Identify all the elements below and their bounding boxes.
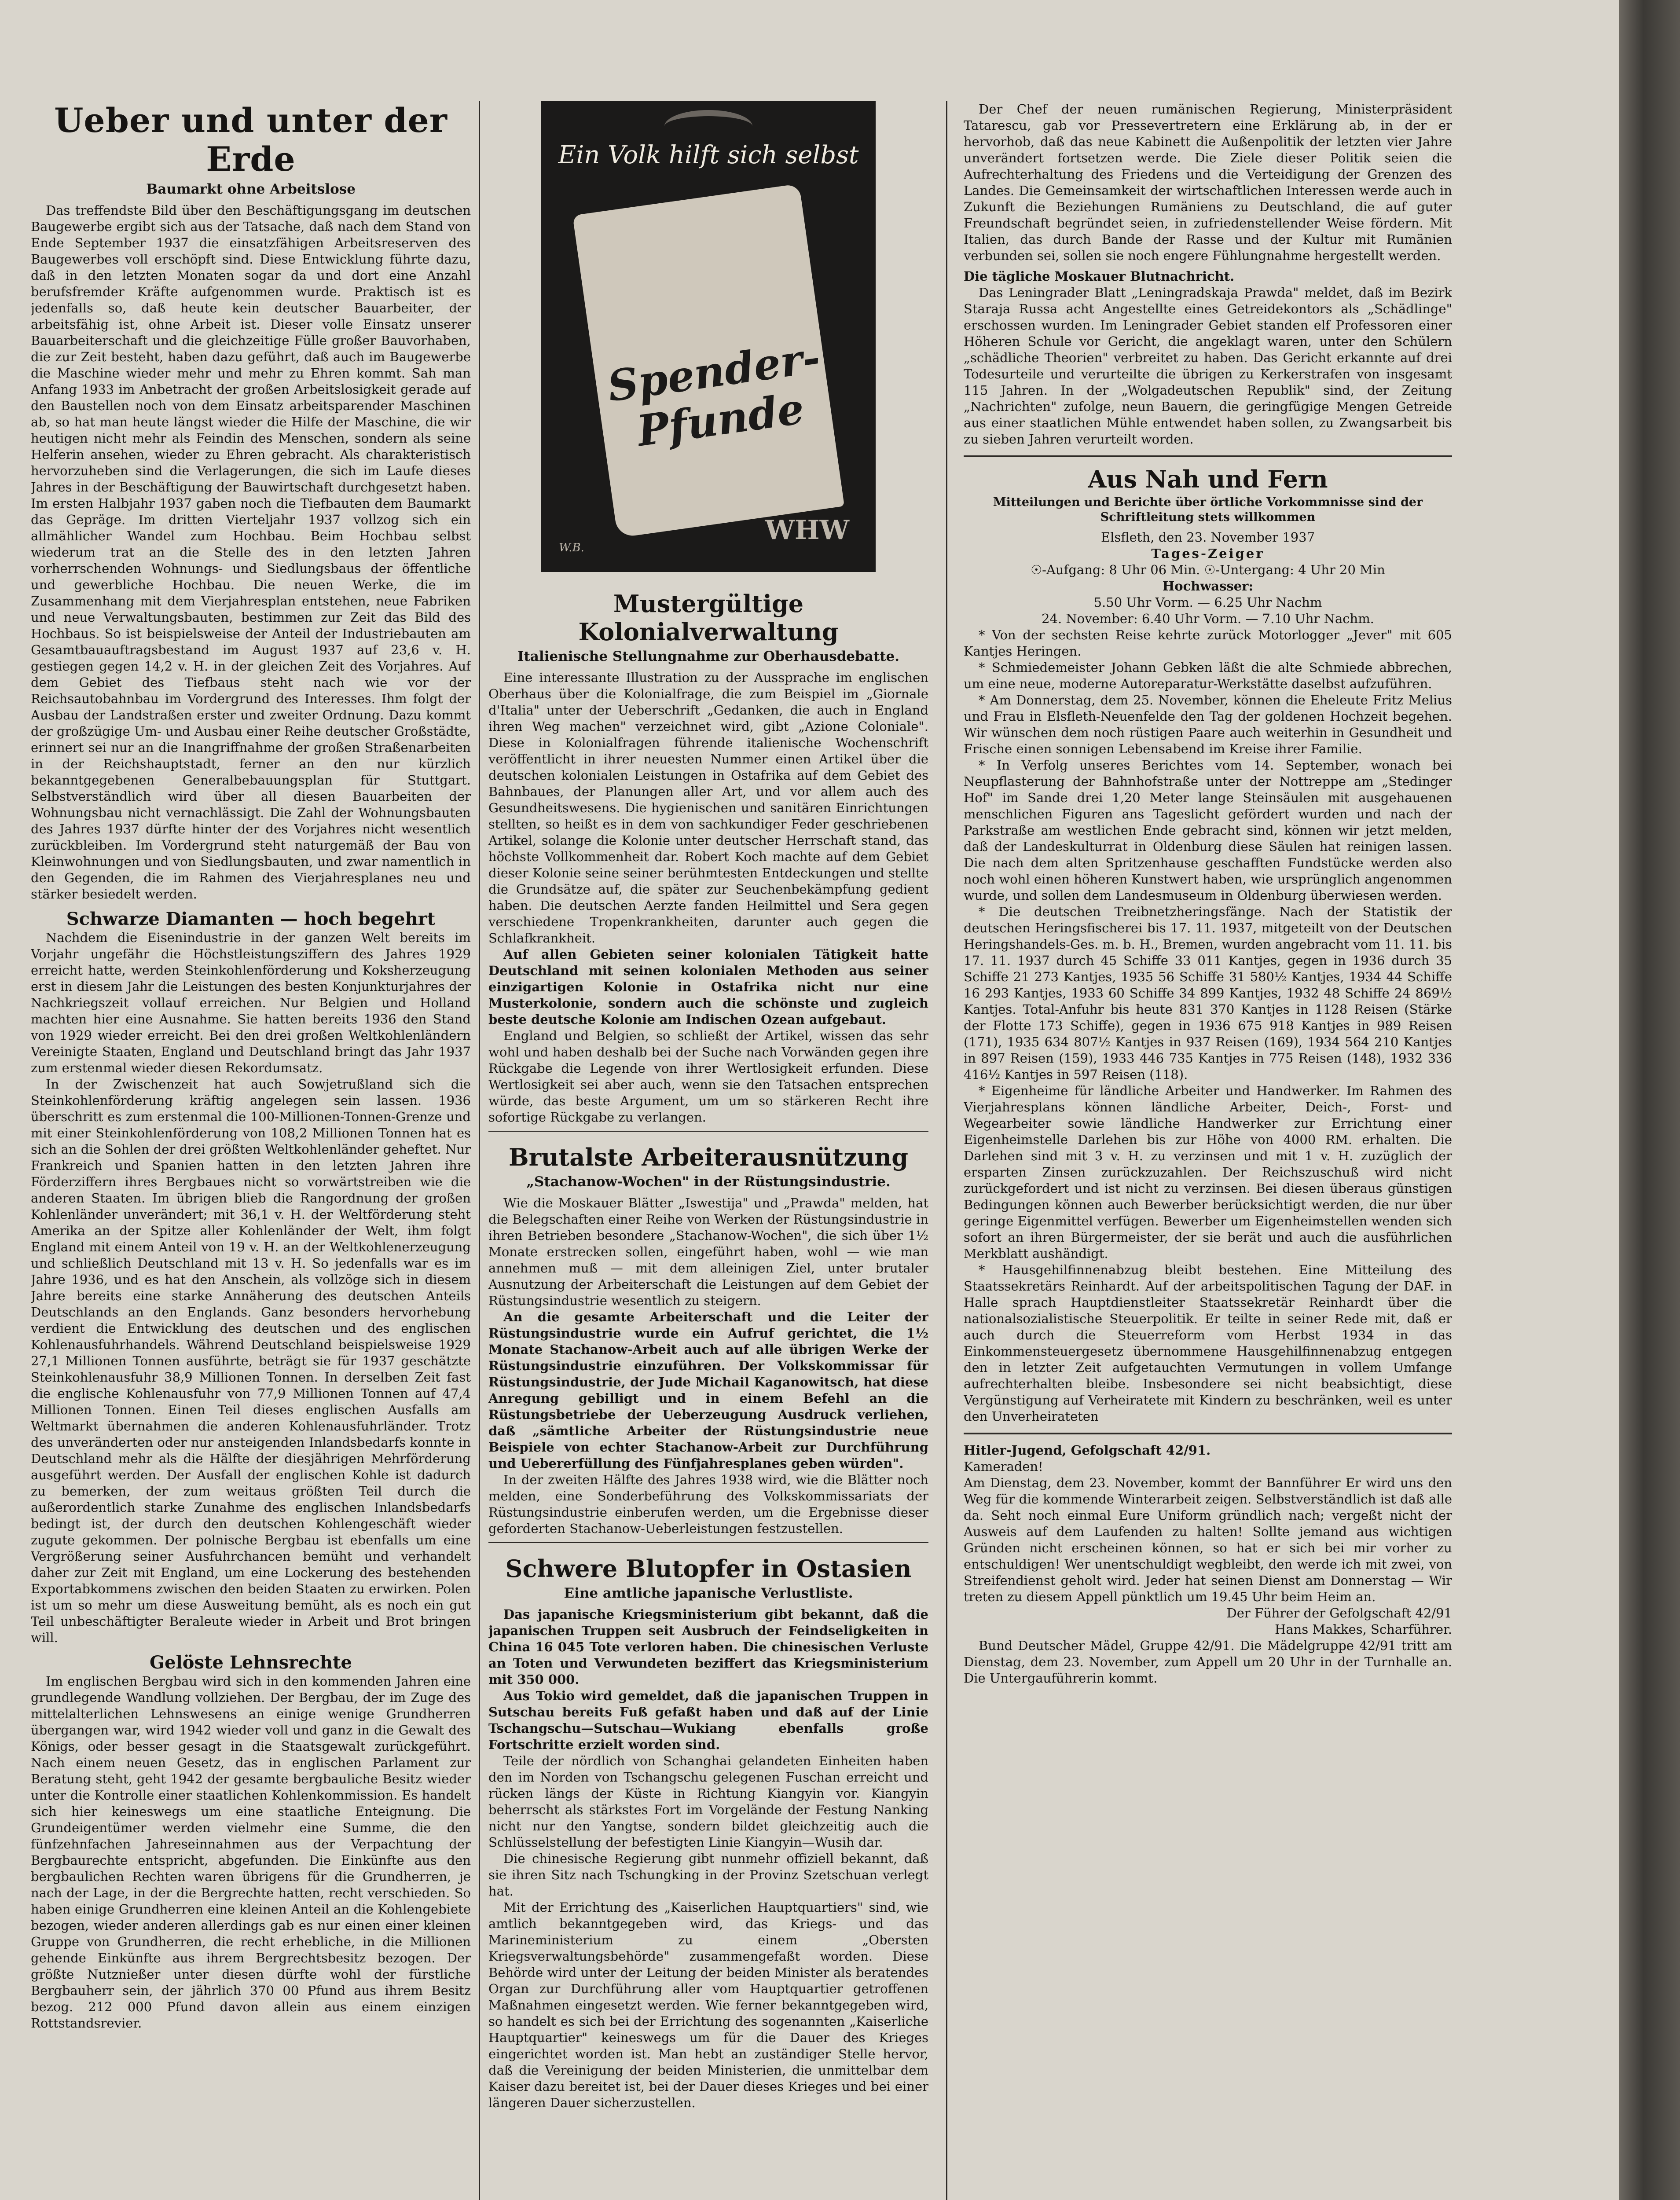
hj-notice: Am Dienstag, dem 23. November, kommt der Bannführer Er wird uns den Weg für die kommende Winterarbeit zeigen. Selbstverständlich ist daß alle da. Seht noch einmal Eure Uniform gründlich nach; vergeßt nicht der Ausweis auf dem Laufenden zu halten! Sollte jemand aus wichtigen Gründen nicht erscheinen können, so hat er sich bei mir vorher zu entschuldigen! Wer unentschuldigt wegbleibt, den werde ich mit zwei, von Streifendienst geholt wird. Jeder hat seinen Dienst am Donnerstag — Wir treten zu diesem Appell pünktlich um 19.45 Uhr beim Heim an. <box>964 1475 1452 1604</box>
hj-signature-title: Der Führer der Gefolgschaft 42/91 <box>1226 1606 1452 1621</box>
article-paragraph: Das treffendste Bild über den Beschäftigungsgang im deutschen Baugewerbe ergibt sich aus der Tatsache, daß nach dem Stand von Ende September 1937 die einsatzfähigen Arbeitsreserven des Baugewerbes voll erschöpft sind. Diese Entwicklung führte dazu, daß in den letzten Monaten sogar da und dort eine Anzahl berufsfremder Kräfte aufgenommen wurde. Praktisch ist es jedenfalls so, daß heute kein deutscher Bauarbeiter, der arbeitsfähig ist, ohne Arbeit ist. Dieser volle Einsatz unserer Bauarbeiterschaft und die gleichzeitige Fülle großer Bauvorhaben, die zur Zeit besteht, haben dazu geführt, daß auch im Baugewerbe die Maschine wieder mehr und mehr zu Ehren kommt. Sah man Anfang 1933 im Anbetracht der großen Arbeitslosigkeit gerade auf den Baustellen noch von dem Einsatz arbeitsparender Maschinen ab, so hat man heute längst wieder die Hilfe der Maschine, die wir heutigen nicht mehr als Feindin des Menschen, sondern als seine Helferin ansehen, wieder zu Ehren gebracht. Als charakteristisch hervorzuheben sind die Verlagerungen, die sich im Laufe dieses Jahres in der Beschäftigung der Bauwirtschaft durchgesetzt haben. Im ersten Halbjahr 1937 gaben noch die Tiefbauten dem Baumarkt das Gepräge. Im dritten Vierteljahr 1937 vollzog sich ein allmählicher Wandel zum Hochbau. Beim Hochbau selbst wiederum trat an die Stelle des in den letzten Jahren vorherrschenden Wohnungs- und Siedlungsbaus der öffentliche und gewerbliche Hochbau. Die neuen Werke, die im Zusammenhang mit dem Vierjahresplan entstehen, neue Fabriken und neue Verwaltungsbauten, bestimmen zur Zeit das Bild des Hochbaus. So ist beispielsweise der Anteil der Industriebauten am Gesamtbauauftragsbestand im August 1937 auf 23,6 v. H. gestiegen gegen 14,2 v. H. in der gleichen Zeit des Vorjahres. Auf dem Gebiet des Tiefbaus steht nach wie vor der Reichsautobahnbau im Vordergrund des Interesses. Ihm folgt der Ausbau der Landstraßen erster und zweiter Ordnung. Dazu kommt der großzügige Um- und Ausbau einer Reihe deutscher Großstädte, erinnert sei nur an die Inangriffnahme der großen Straßenarbeiten in der Reichshauptstadt, ferner an den nur kürzlich bekanntgegebenen Generalbebauungsplan für Stuttgart. Selbstverständlich wird über all diesen Bauarbeiten der Wohnungsbau nicht vernachlässigt. Die Zahl der Wohnungsbauten des Jahres 1937 dürfte hinter der des Vorjahres nicht wesentlich zurückbleiben. Im Vordergrund steht naturgemäß der Bau von Kleinwohnungen und von Siedlungsbauten, und zwar namentlich in den Gegenden, die im Rahmen des Vierjahresplanes neu und stärker besiedelt werden. <box>31 203 471 902</box>
poster-slogan: Ein Volk hilft sich selbst <box>558 141 859 169</box>
article-paragraph: Mit der Errichtung des „Kaiserlichen Hauptquartiers" sind, wie amtlich bekanntgegeben wird, das Kriegs- und das Marineministerium zu einem „Obersten Kriegsverwaltungsbehörde" zusammengefaßt worden. Diese Behörde wird unter der Leitung der beiden Minister als beratendes Organ zur Durchführung aller vom Hauptquartier getroffenen Maßnahmen eingesetzt werden. Wie ferner bekanntgegeben wird, so handelt es sich bei der Errichtung des sogenannten „Kaiserliche Hauptquartier" keineswegs um für die Dauer des Krieges eingerichtet worden ist. Man hebt an zuständiger Stelle hervor, daß die Vereinigung der beiden Ministerien, die unmittelbar dem Kaiser dazu bereitet ist, bei der Dauer dieses Krieges und bei einer längeren Dauer sicherzustellen. <box>488 1900 928 2110</box>
article-paragraph: In der zweiten Hälfte des Jahres 1938 wird, wie die Blätter noch melden, eine Sonderbeführung des Volkskommissariats der Rüstungsindustrie einberufen werden, um die Ergebnisse dieser geforderten Stachanow-Ueberleistungen festzustellen. <box>488 1472 928 1536</box>
headline-schwarze-diamanten: Schwarze Diamanten — hoch begehrt <box>66 909 436 929</box>
headline-arbeiterausnuetzung: Brutalste Arbeiterausnützung <box>508 1143 909 1171</box>
sun-times: ☉-Aufgang: 8 Uhr 06 Min. ☉-Untergang: 4 Uhr 20 Min <box>1031 562 1385 577</box>
hj-signature-name: Hans Makkes, Scharführer. <box>1275 1622 1452 1637</box>
subhead-baumarkt: Baumarkt ohne Arbeitslose <box>146 181 356 197</box>
local-news-item: * Am Donnerstag, dem 25. November, können die Eheleute Fritz Melius und Frau in Elsfleth-Neuenfelde den Tag der goldenen Hochzeit begehen. Wir wünschen dem noch rüstigen Paare auch weiterhin in Gesundheit und Frische einen sonnigen Lebensabend im Kreise ihrer Familie. <box>964 693 1452 756</box>
article-paragraph: Teile der nördlich von Schanghai gelandeten Einheiten haben den im Norden von Tschangschu gelegenen Fuschan erreicht und rücken längs der Küste in Richtung Kiangyin vor. Kiangyin beherrscht als stärkstes Fort im Vorgelände der Festung Nanking nicht nur den Yangtse, sondern bildet gleichzeitig auch die Schlüsselstellung der befestigten Linie Kiangyin—Wusih dar. <box>488 1753 928 1850</box>
hj-salutation: Kameraden! <box>964 1459 1043 1474</box>
artist-signature: W.B. <box>559 541 584 554</box>
whw-poster <box>541 101 876 572</box>
article-paragraph: In der Zwischenzeit hat auch Sowjetrußland sich die Steinkohlenförderung kräftig angelegen sein lassen. 1936 überschritt es zum erstenmal die 100-Millionen-Tonnen-Grenze und mit einer Steinkohlenförderung von 108,2 Millionen Tonnen hat es sich an die Sohlen der drei größten Weltkohlenländer geheftet. Nur Frankreich und Spanien hatten in den letzten Jahren ihre Förderziffern ihres Bergbaues nicht so vorwärtstreiben wie die anderen Staaten. Im übrigen blieb die Rangordnung der großen Kohlenländer unverändert; mit 36,1 v. H. der Weltförderung steht Amerika an der Spitze aller Kohlenländer der Welt, ihm folgt England mit einem Anteil von 19 v. H. an der Weltkohlenerzeugung und schließlich Deutschland mit 13 v. H. So jedenfalls war es im Jahre 1936, und es hat den Anschein, als vollzöge sich in diesem Jahre bereits eine starke Annäherung des deutschen Anteils Deutschlands an den Englands. Ganz besonders hervorhebung verdient die Entwicklung des deutschen und des englischen Kohlenausfuhrhandels. Während Deutschland beispielsweise 1929 27,1 Millionen Tonnen ausführte, beträgt sie für 1937 geschätzte Steinkohlenausfuhr 38,9 Millionen Tonnen. In derselben Zeit fast die englische Kohlenausfuhr von 77,9 Millionen Tonnen auf 47,4 Millionen Tonnen. Einen Teil dieses englischen Ausfalls am Weltmarkt übernahmen die anderen Kohlenausfuhrländer. Trotz des unveränderten oder nur ansteigenden Inlandsbedarfs konnte in Deutschland mehr als die Hälfte der diesjährigen Mehrförderung ausgeführt werden. Der Ausfall der englischen Kohle ist dadurch zu bemerken, der zum weitaus größten Teil durch die außerordentlich starke Zunahme des englischen Inlandsbedarfs bedingt ist, der durch den deutschen Kohlengeschäft wieder zugute gekommen. Der polnische Bergbau ist ebenfalls um eine Vergrößerung seiner Ausfuhrchancen bemüht und verhandelt daher zur Zeit mit England, um eine Lockerung des bestehenden Exportabkommens zwischen den beiden Staaten zu erwirken. Polen ist um so mehr um diese Ausweitung bemüht, als es noch ein gut Teil unbeschäftigter Beraleute wieder in Arbeit und Brot bringen will. <box>31 1077 471 1645</box>
high-water-tomorrow: 24. November: 6.40 Uhr Vorm. — 7.10 Uhr Nachm. <box>1042 611 1374 626</box>
high-water-today: 5.50 Uhr Vorm. — 6.25 Uhr Nachm <box>1093 595 1322 610</box>
divider <box>964 1433 1452 1434</box>
local-news-item: * Schmiedemeister Johann Gebken läßt die alte Schmiede abbrechen, um eine neue, moderne Autoreparatur-Werkstätte daselbst aufzuführen. <box>964 660 1452 691</box>
divider <box>488 1131 928 1132</box>
subhead-kolonial: Italienische Stellungnahme zur Oberhausdebatte. <box>517 649 900 664</box>
article-paragraph: Wie die Moskauer Blätter „Iswestija" und „Prawda" melden, hat die Belegschaften einer Reihe von Werken der Rüstungsindustrie in ihren Betrieben besondere „Stachanow-Wochen", die sich über 1½ Monate erstrecken sollen, eingeführt haben, wohl — wie man annehmen muß — mit dem alleinigen Ziel, unter brutaler Ausnutzung der Arbeiterschaft die Leistungen auf dem Gebiet der Rüstungsindustrie wesentlich zu steigern. <box>488 1195 928 1308</box>
high-water-label: Hochwasser: <box>1162 579 1254 594</box>
divider <box>488 1542 928 1543</box>
headline-blutnachricht: Die tägliche Moskauer Blutnachricht. <box>964 269 1235 284</box>
headline-kolonialverwaltung: Mustergültige Kolonialverwaltung <box>578 590 839 646</box>
local-news-item: * Hausgehilfinnenabzug bleibt bestehen. Eine Mitteilung des Staatssekretärs Reinhardt. Auf der arbeitspolitischen Tagung der DAF. in Halle sprach Hauptdienstleiter Staatssekretär Reinhardt über die nationalsozialistische Steuerpolitik. Er teilte in seiner Rede mit, daß er auch durch die Steuerreform vom Herbst 1934 in das Einkommensteuergesetz übernommene Hausgehilfinnenabzug entgegen den in letzter Zeit aufgetauchten Vermutungen in vollem Umfange aufrechterhalten bleibe. Insbesondere sei nicht beabsichtigt, diese Vergünstigung auf Verheiratete mit Kindern zu beschränken, weil es unter den Unverheirateten <box>964 1262 1452 1424</box>
article-paragraph: Auf allen Gebieten seiner kolonialen Tätigkeit hatte Deutschland mit seinen kolonialen Methoden aus seiner einzigartigen Kolonie in Ostafrika nicht nur eine Musterkolonie, sondern auch die schönste und zugleich beste deutsche Kolonie am Indischen Ozean aufgebaut. <box>488 947 928 1027</box>
headline-blutopfer: Schwere Blutopfer in Ostasien <box>505 1555 912 1583</box>
article-paragraph: Eine interessante Illustration zu der Aussprache im englischen Oberhaus über die Kolonialfrage, die zum Beispiel im „Giornale d'Italia" unter der Ueberschrift „Gedanken, die auch in England ihren Weg machen" verzeichnet wird, gibt „Azione Coloniale". Diese in Kolonialfragen führende italienische Wochenschrift veröffentlicht in ihrer neuesten Nummer einen Artikel über die deutschen kolonialen Leistungen in Ostafrika auf dem Gebiet des Bahnbaues, der Planungen aller Art, und vor allem auch des Gesundheitswesens. Die hygienischen und sanitären Einrichtungen stellten, so heißt es in dem von sachkundiger Feder geschriebenen Artikel, solange die Kolonie unter deutscher Herrschaft stand, das höchste Vollkommenheit dar. Robert Koch machte auf dem Gebiet dieser Kolonie seine seiner berühmtesten Entdeckungen und stellte die Grundsätze auf, die später zur Seuchenbekämpfung gedient haben. Die deutschen Aerzte fanden Heilmittel und Sera gegen verschiedene Tropenkrankheiten, darunter auch gegen die Schlafkrankheit. <box>488 670 928 946</box>
article-paragraph: Im englischen Bergbau wird sich in den kommenden Jahren eine grundlegende Wandlung vollziehen. Der Bergbau, der im Zuge des mittelalterlichen Lehnswesens an einige wenige Grundherren übergangen war, wird 1942 wieder voll und ganz in die Gewalt des Königs, oder besser gesagt in die Staatsgewalt zurückgeführt. Nach einem neuen Gesetz, das in englischen Parlament zur Beratung steht, geht 1942 der gesamte bergbauliche Besitz wieder unter die Kontrolle einer staatlichen Kohlenkommission. Es handelt sich hier keineswegs um eine staatliche Enteignung. Die Grundeigentümer werden vielmehr eine Summe, die den fünfzehnfachen Jahreseinnahmen aus der Verpachtung der Bergbaurechte entspricht, abgefunden. Die Einkünfte aus den bergbaulichen Rechten waren übrigens für die Grundherren, je nach der Lage, in der die Bergrechte hatten, recht verschieden. So haben einige Grundherren eine kleinen Anteil an die Kohlengebiete bezogen, wieder anderen allerdings gab es nur einen einer kleinen Gruppe von Grundherren, die recht erhebliche, in die Millionen gehende Einkünfte aus ihrem Bergrechtsbesitz bezogen. Der größte Nutznießer unter diesen dürfte wohl der fürstliche Bergbauherr sein, der jährlich 370 00 Pfund aus ihrem Besitz bezog. 212 000 Pfund davon allein aus einem einzigen Rottstandsrevier. <box>31 1674 471 2031</box>
local-news-list <box>964 627 1452 1425</box>
local-news-item: * Von der sechsten Reise kehrte zurück Motorlogger „Jever" mit 605 Kantjes Heringen. <box>964 627 1452 659</box>
whw-mark: WHW <box>765 515 849 546</box>
article-paragraph: Aus Tokio wird gemeldet, daß die japanischen Truppen in Sutschau bereits Fuß gefaßt haben und daß auf der Linie Tschangschu—Sutschau—Wukiang ebenfalls große Fortschritte erzielt worden sind. <box>488 1688 928 1752</box>
article-paragraph: An die gesamte Arbeiterschaft und die Leiter der Rüstungsindustrie wurde ein Aufruf gerichtet, die 1½ Monate Stachanow-Arbeit auch auf alle übrigen Werke der Rüstungsindustrie einzuführen. Der Volkskommissar für Rüstungsindustrie, der Jude Michail Kaganowitsch, hat diese Anregung gebilligt und in einem Befehl an die Rüstungsbetriebe der Ueberzeugung Ausdruck verliehen, daß „sämtliche Arbeiter der Rüstungsindustrie neue Beispiele von echter Stachanow-Arbeit zur Durchführung und Uebererfüllung des Fünfjahresplanes geben würden". <box>488 1309 928 1471</box>
column-3 <box>964 101 1452 2200</box>
headline-ueber-und-unter: Ueber und unter der Erde <box>54 101 448 179</box>
article-paragraph: Das Leningrader Blatt „Leningradskaja Prawda" meldet, daß im Bezirk Staraja Russa acht Angestellte eines Getreidekontors als „Schädlinge" erschossen wurden. Im Leningrader Gebiet standen elf Professoren einer Höheren Schule vor Gericht, die angeklagt waren, unter den Schülern „schädliche Theorien" verbreitet zu haben. Das Gericht erkannte auf drei Todesurteile und verurteilte die übrigen zu Kerkerstrafen von insgesamt 115 Jahren. In der „Wolgadeutschen Republik" sind, der Zeitung „Nachrichten" zufolge, neun Bauern, die geringfügige Mengen Getreide aus einer staatlichen Mühle entwendet haben sollen, zu Zwangsarbeit bis zu sieben Jahren verurteilt worden. <box>964 285 1452 447</box>
column-rule <box>946 101 947 2200</box>
dateline: Elsfleth, den 23. November 1937 <box>1100 530 1315 545</box>
column-rule <box>479 101 480 2200</box>
article-paragraph: Das japanische Kriegsministerium gibt bekannt, daß die japanischen Truppen seit Ausbruch der Feindseligkeiten in China 16 045 Tote verloren haben. Die chinesischen Verluste an Toten und Verwundeten beziffert das Kriegsministerium mit 350 000. <box>488 1607 928 1687</box>
article-paragraph: England und Belgien, so schließt der Artikel, wissen das sehr wohl und haben deshalb bei der Suche nach Vorwänden gegen ihre Rückgabe die Legende von ihrer Wertlosigkeit erfunden. Diese Wertlosigkeit sei aber auch, wenn sie den Tatsachen entsprechen würde, das beste Argument, um um so stärkeren Recht ihre sofortige Rückgabe zu verlangen. <box>488 1028 928 1125</box>
tide-box <box>964 529 1452 627</box>
headline-geloeste-lehnsrechte: Gelöste Lehnsrechte <box>150 1652 352 1673</box>
book-spine <box>1619 0 1680 2200</box>
bdm-notice: Bund Deutscher Mädel, Gruppe 42/91. Die Mädelgruppe 42/91 tritt am Dienstag, dem 23. November, zum Appell um 20 Uhr in der Turnhalle an. Die Untergauführerin kommt. <box>964 1638 1452 1686</box>
article-paragraph: Die chinesische Regierung gibt nunmehr offiziell bekannt, daß sie ihren Sitz nach Tschungking in der Provinz Szetschuan verlegt hat. <box>488 1851 928 1899</box>
poster-title: Spender-Pfunde <box>604 332 823 456</box>
tide-title: Tages-Zeiger <box>1151 546 1265 561</box>
article-paragraph: Nachdem die Eisenindustrie in der ganzen Welt bereits im Vorjahr ungefähr die Höchstleistungsziffern des Jahres 1929 erreicht hatte, werden Steinkohlenförderung und Koksherzeugung erst in diesem Jahr die Leistungen des besten Konjunkturjahres der Nachkriegszeit vollauf erreichen. Nur Belgien und Holland machten hier eine Ausnahme. Sie hatten bereits 1936 den Stand von 1929 wieder erreicht. Bei den drei großen Weltkohlenländern Vereinigte Staaten, England und Deutschland bringt das Jahr 1937 zum erstenmal wieder diesen Rekordumsatz. <box>31 930 471 1075</box>
article-paragraph: Der Chef der neuen rumänischen Regierung, Ministerpräsident Tatarescu, gab vor Pressevertretern eine Erklärung ab, in der er hervorhob, daß das neue Kabinett die Außenpolitik der letzten vier Jahre unverändert fortsetzen werde. Die Ziele dieser Politik seien die Aufrechterhaltung des Friedens und die Verteidigung der Grenzen des Landes. Die Gemeinsamkeit der wirtschaftlichen Interessen werde auch in Zukunft die Beziehungen Rumäniens zu Deutschland, die auf guter Freundschaft begründet seien, in zufriedenstellender Weise fördern. Mit Italien, das durch Bande der Rasse und der Kultur mit Rumänien verbunden sei, sollen sie noch engere Fühlungnahme hergestellt werden. <box>964 102 1452 263</box>
subhead-local: Mitteilungen und Berichte über örtliche Vorkommnisse sind der Schriftleitung stets willkommen <box>993 495 1423 524</box>
column-1 <box>31 101 471 2200</box>
local-news-item: * Die deutschen Treibnetzheringsfänge. Nach der Statistik der deutschen Heringsfischerei bis 17. 11. 1937, mitgeteilt von der Deutschen Heringshandels-Ges. m. b. H., Bremen, wurden angebracht vom 11. 11. bis 17. 11. 1937 durch 45 Schiffe 33 011 Kantjes, gegen in 1936 durch 35 Schiffe 21 273 Kantjes, 1935 56 Schiffe 31 580½ Kantjes, 1934 44 Schiffe 16 293 Kantjes, 1933 60 Schiffe 34 899 Kantjes, 1932 48 Schiffe 24 869½ Kantjes. Total-Anfuhr bis heute 831 370 Kantjes in 1128 Reisen (Stärke der Flotte 173 Schiffe), gegen in 1936 675 918 Kantjes in 989 Reisen (171), 1935 634 807½ Kantjes in 937 Reisen (169), 1934 564 210 Kantjes in 897 Reisen (159), 1933 446 735 Kantjes in 775 Reisen (148), 1932 336 416½ Kantjes in 597 Reisen (118). <box>964 904 1452 1082</box>
subhead-stachanow: „Stachanow-Wochen" in der Rüstungsindustrie. <box>526 1174 891 1190</box>
local-news-item: * In Verfolg unseres Berichtes vom 14. September, wonach bei Neupflasterung der Bahnhofstraße unter der Nottreppe am „Stedinger Hof" im Sande drei 1,20 Meter lange Steinsäulen mit ausgehauenen menschlichen Figuren ans Tageslicht gefördert wurden und nach der Parkstraße am westlichen Ende gebracht sind, können wir jetzt melden, daß der Landeskulturrat in Oldenburg diese Säulen hat reinigen lassen. Die nach dem alten Spritzenhause geschafften Fundstücke werden also noch wohl einen höheren Kunstwert haben, wie ursprünglich angenommen wurde, und sollen dem Landesmuseum in Oldenburg überwiesen werden. <box>964 758 1452 903</box>
hj-heading: Hitler-Jugend, Gefolgschaft 42/91. <box>964 1443 1211 1458</box>
eagle-emblem-icon <box>664 110 752 143</box>
subhead-verlustliste: Eine amtliche japanische Verlustliste. <box>564 1585 853 1601</box>
headline-aus-nah-und-fern: Aus Nah und Fern <box>1088 465 1328 493</box>
divider <box>964 455 1452 457</box>
column-2 <box>488 101 928 2200</box>
local-news-item: * Eigenheime für ländliche Arbeiter und Handwerker. Im Rahmen des Vierjahresplans können ländliche Arbeiter, Deich-, Forst- und Wegearbeiter sowie ländliche Handwerker zur Errichtung einer Eigenheimstelle Darlehen bis zur Höhe von 4000 RM. erhalten. Die Darlehen sind mit 3 v. H. zu verzinsen und mit 1 v. H. zuzüglich der ersparten Zinsen zurückzuzahlen. Der Reichszuschuß wird nicht zurückgefordert und ist nicht zu verzinsen. Bei diesen überaus günstigen Bedingungen können auch Bewerber berücksichtigt werden, die nur über geringe Eigenmittel verfügen. Bewerber um Eigenheimstellen wenden sich sofort an ihren Bürgermeister, der sie berät und auch die ausführlichen Merkblatt aushändigt. <box>964 1083 1452 1261</box>
